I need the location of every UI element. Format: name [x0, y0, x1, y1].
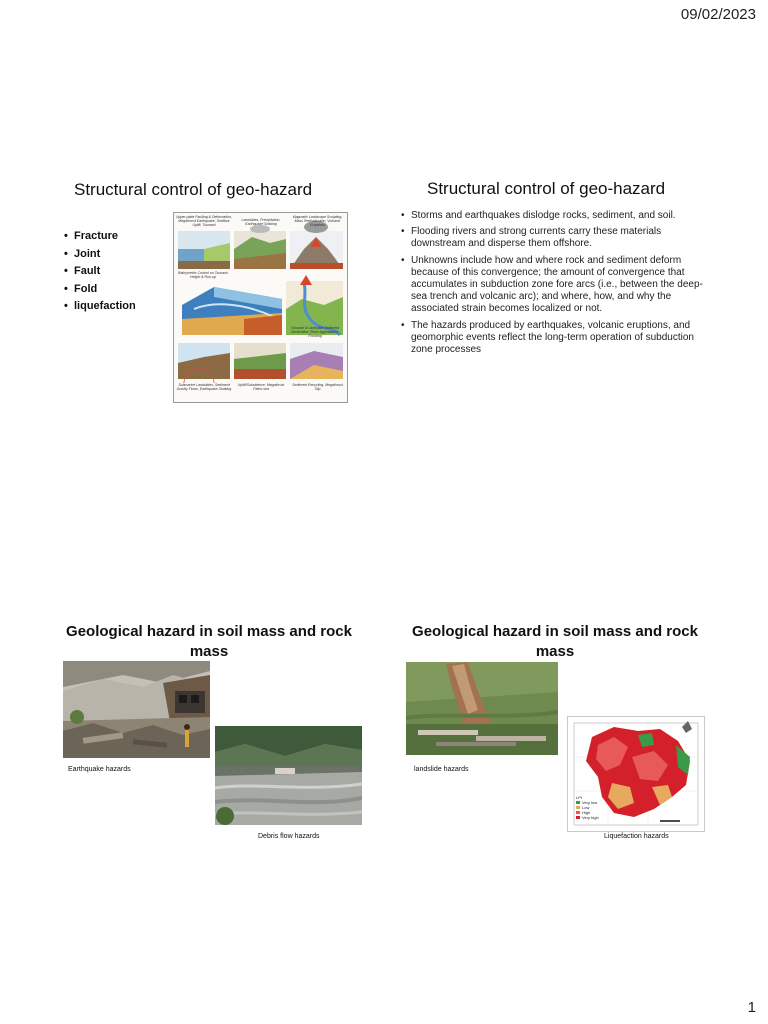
map-legend-item: Very high: [576, 815, 599, 820]
slide2-bullet: • The hazards produced by earthquakes, volcanic eruptions, and geomorphic events reflect the long-term operation of subduction zone processes: [401, 320, 707, 357]
liquefaction-hazard-map: [567, 716, 705, 832]
slide2-title: Structural control of geo-hazard: [427, 179, 666, 198]
slide1-bullet: • Joint: [64, 246, 136, 264]
slide1-bullet: • Fault: [64, 263, 136, 281]
earthquake-hazards-caption: Earthquake hazards: [68, 766, 131, 773]
slide1-title: Structural control of geo-hazard: [74, 180, 313, 199]
figure-label: Submarine Landslides, Sediment Gravity Flows, Earthquake Shaking: [176, 383, 232, 391]
slide2-bullet-list: [401, 210, 707, 360]
slide4-title: Geological hazard in soil mass and rock mass: [412, 623, 698, 660]
figure-label: Uplift/Subsidence, Megathrust Paleo-sea: [237, 383, 285, 391]
legend-swatch: [576, 816, 580, 819]
earthquake-hazards-photo: [63, 661, 210, 758]
legend-swatch: [576, 811, 580, 814]
header-date: 09/02/2023: [680, 6, 756, 23]
debris-flow-hazards-photo: [215, 726, 362, 825]
slide2-bullet: • Unknowns include how and where rock and sediment deform because of this convergence; the amount of convergence that accumulates in subduction zone fore arcs (i.e., between the deep-sea trench and volcanic arc); and where, how, and why the associated strain becomes localized or not.: [401, 255, 707, 316]
figure-label: Volcanic & Landslide Sediment Generation, River Aggradation, Flooding: [290, 326, 340, 338]
map-legend-title: LPI: [576, 795, 583, 800]
map-legend: [576, 795, 599, 820]
landslide-hazards-caption: landslide hazards: [414, 766, 469, 773]
subduction-hazards-figure: [173, 212, 348, 403]
figure-label: Magmatic Landscape Sculpting, Mass Redistribution, Volcanic Eruptions: [292, 215, 343, 227]
slide2-bullet: • Flooding rivers and strong currents carry these materials downstream and disperse them offshore.: [401, 226, 707, 250]
debris-flow-hazards-caption: Debris flow hazards: [258, 833, 320, 840]
legend-swatch: [576, 806, 580, 809]
landslide-hazards-photo: [406, 662, 558, 755]
slide1-bullet: • Fracture: [64, 228, 136, 246]
map-legend-item: Very low: [576, 800, 599, 805]
slide2-bullet: • Storms and earthquakes dislodge rocks, sediment, and soil.: [401, 210, 707, 222]
subduction-hazards-illustration: [174, 213, 347, 402]
slide3-title: Geological hazard in soil mass and rock mass: [66, 623, 352, 660]
slide1-bullet: • Fold: [64, 281, 136, 299]
figure-label: Sediment Recycling, Megathrust Slip: [292, 383, 343, 391]
slide1-bullet-list: [64, 228, 136, 316]
slide1-bullet: • liquefaction: [64, 298, 136, 316]
legend-swatch: [576, 801, 580, 804]
map-legend-item: High: [576, 810, 599, 815]
figure-label: Bathymetric Control on Tsunami Height & Run-up: [178, 271, 228, 279]
map-legend-item: Low: [576, 805, 599, 810]
figure-label: Landslides, Precipitation, Earthquake Shaking: [241, 218, 281, 226]
liquefaction-hazards-caption: Liquefaction hazards: [604, 833, 669, 840]
figure-label: Upper-plate Faulting & Deformation, Megathrust Earthquake, Seafloor Uplift, Tsunami: [176, 215, 232, 227]
page-number: 1: [747, 999, 756, 1016]
